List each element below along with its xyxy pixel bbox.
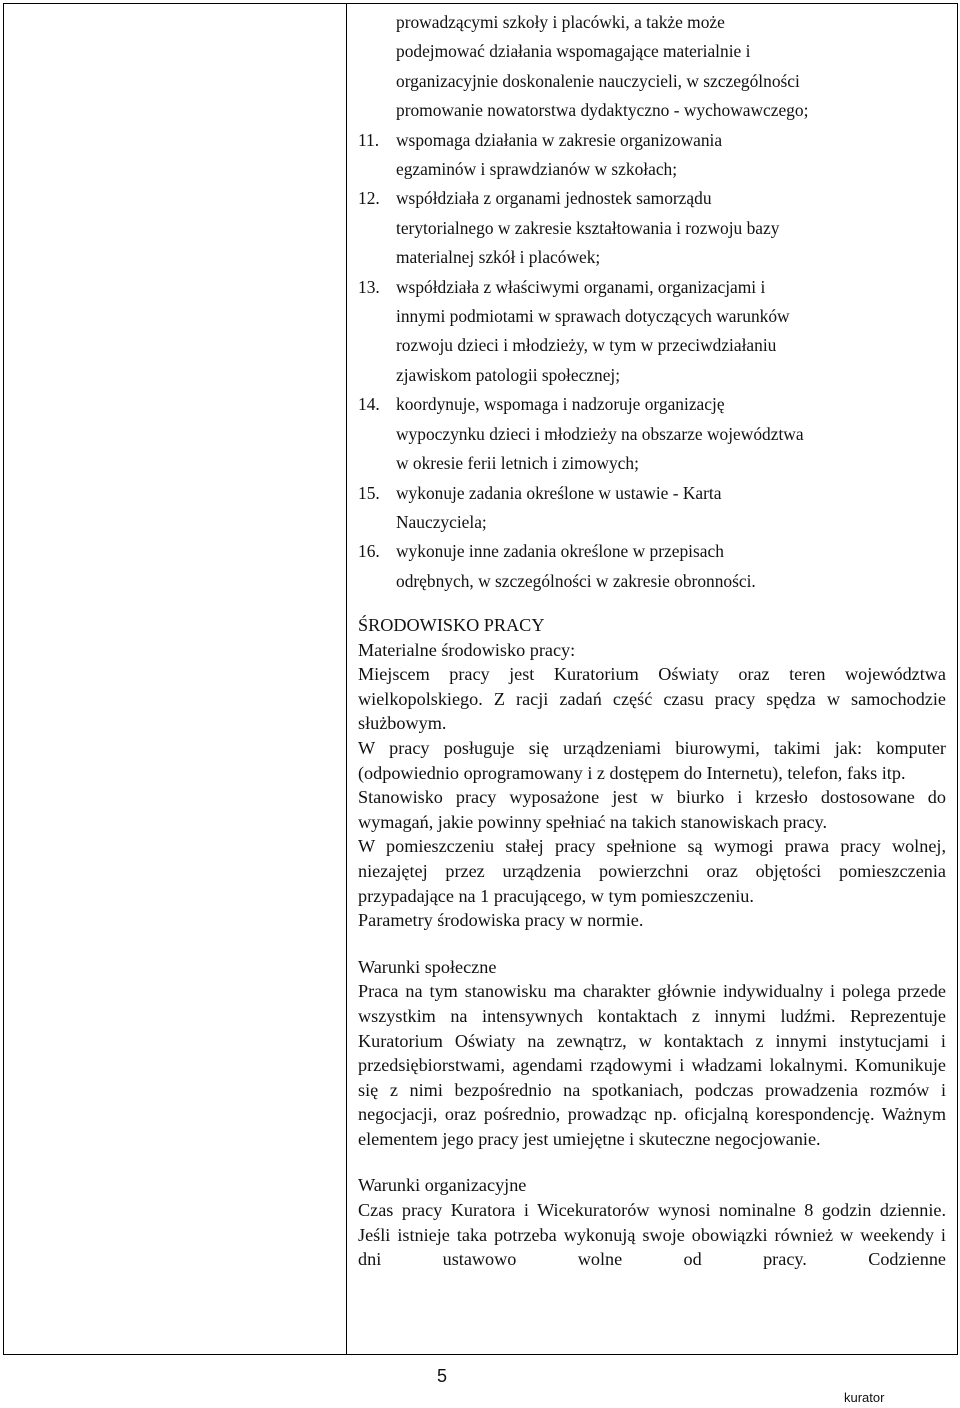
- list-item-line: odrębnych, w szczególności w zakresie obronności.: [396, 570, 756, 591]
- list-item-line: rozwoju dzieci i młodzieży, w tym w przeciwdziałaniu: [396, 335, 777, 356]
- list-item: [358, 537, 910, 566]
- footer-text: kurator: [844, 1390, 885, 1405]
- list-item: [358, 390, 910, 419]
- material-heading: Materialne środowisko pracy:: [358, 639, 576, 660]
- list-continuation-line: podejmować działania wspomagające materialnie i: [396, 41, 751, 62]
- org-paragraph: Czas pracy Kuratora i Wicekuratorów wynosi nominalne 8 godzin dziennie. Jeśli istnieje taka potrzeba wykonują swoje obowiązki również w weekendy i dni ustawowo wolne od pracy. Codzienne: [358, 1200, 946, 1270]
- list-item-number: 15.: [358, 482, 380, 503]
- material-paragraph: Stanowisko pracy wyposażone jest w biurko i krzesło dostosowane do wymagań, jakie powinny spełniać na takich stanowiskach pracy.: [358, 787, 946, 832]
- list-continuation-line: promowanie nowatorstwa dydaktyczno - wychowawczego;: [396, 100, 809, 121]
- social-paragraph: Praca na tym stanowisku ma charakter głównie indywidualny i polega przede wszystkim na intensywnych kontaktach z innymi ludźmi. Reprezentuje Kuratorium Oświaty na zewnątrz, w kontaktach z innymi instytucjami i przedsiębiorstwami, agendami rządowymi i władzami lokalnymi. Komunikuje się z nimi bezpośrednio na spotkaniach, podczas prowadzenia rozmów i negocjacji, oraz pośrednio, prowadząc np. oficjalną korespondencję. Ważnym elementem jego pracy jest umiejętne i skuteczne negocjowanie.: [358, 981, 946, 1149]
- list-item-line: koordynuje, wspomaga i nadzoruje organizację: [396, 394, 725, 415]
- list-item-line: egzaminów i sprawdzianów w szkołach;: [396, 159, 678, 180]
- list-item-line: terytorialnego w zakresie kształtowania i rozwoju bazy: [396, 217, 780, 238]
- duties-list: [358, 8, 910, 596]
- list-item-line: wypoczynku dzieci i młodzieży na obszarze województwa: [396, 423, 804, 444]
- list-item-line: współdziała z właściwymi organami, organizacjami i: [396, 276, 766, 297]
- list-continuation-line: prowadzącymi szkoły i placówki, a także może: [396, 12, 725, 32]
- material-paragraph: Parametry środowiska pracy w normie.: [358, 910, 644, 931]
- list-item-line: wspomaga działania w zakresie organizowania: [396, 129, 723, 150]
- list-item-number: 14.: [358, 394, 380, 415]
- list-item-line: współdziała z organami jednostek samorządu: [396, 188, 712, 209]
- material-paragraph: W pomieszczeniu stałej pracy spełnione są wymogi prawa pracy wolnej, niezajętej przez urządzenia powierzchni oraz objętości pomieszczenia przypadające na 1 pracującego, w tym pomieszczeniu.: [358, 836, 946, 906]
- list-item-number: 11.: [358, 129, 380, 150]
- list-item-line: innymi podmiotami w sprawach dotyczących warunków: [396, 306, 790, 327]
- list-item: [358, 126, 910, 155]
- work-environment-section: [358, 613, 946, 1272]
- list-item-line: wykonuje inne zadania określone w przepisach: [396, 541, 724, 562]
- column-divider: [346, 3, 347, 1355]
- social-heading: Warunki społeczne: [358, 956, 497, 977]
- org-heading: Warunki organizacyjne: [358, 1175, 527, 1196]
- list-item-line: Nauczyciela;: [396, 511, 487, 532]
- page-number: 5: [437, 1366, 448, 1386]
- section-title: ŚRODOWISKO PRACY: [358, 615, 545, 635]
- list-item-number: 16.: [358, 541, 380, 562]
- list-item-line: wykonuje zadania określone w ustawie - Karta: [396, 482, 722, 503]
- material-paragraph: Miejscem pracy jest Kuratorium Oświaty oraz teren województwa wielkopolskiego. Z racji zadań część czasu pracy spędza w samochodzie służbowym.: [358, 664, 946, 734]
- list-continuation-line: organizacyjnie doskonalenie nauczycieli, w szczególności: [396, 70, 800, 91]
- list-item: [358, 273, 910, 302]
- list-item: [358, 479, 910, 508]
- list-item-line: materialnej szkół i placówek;: [396, 247, 601, 268]
- list-item-line: w okresie ferii letnich i zimowych;: [396, 453, 639, 474]
- material-paragraph: W pracy posługuje się urządzeniami biurowymi, takimi jak: komputer (odpowiednio oprogramowany i z dostępem do Internetu), telefon, faks itp.: [358, 737, 946, 783]
- list-item: [358, 184, 910, 213]
- list-item-line: zjawiskom patologii społecznej;: [396, 364, 621, 385]
- list-item-number: 13.: [358, 276, 380, 297]
- list-item-number: 12.: [358, 188, 380, 209]
